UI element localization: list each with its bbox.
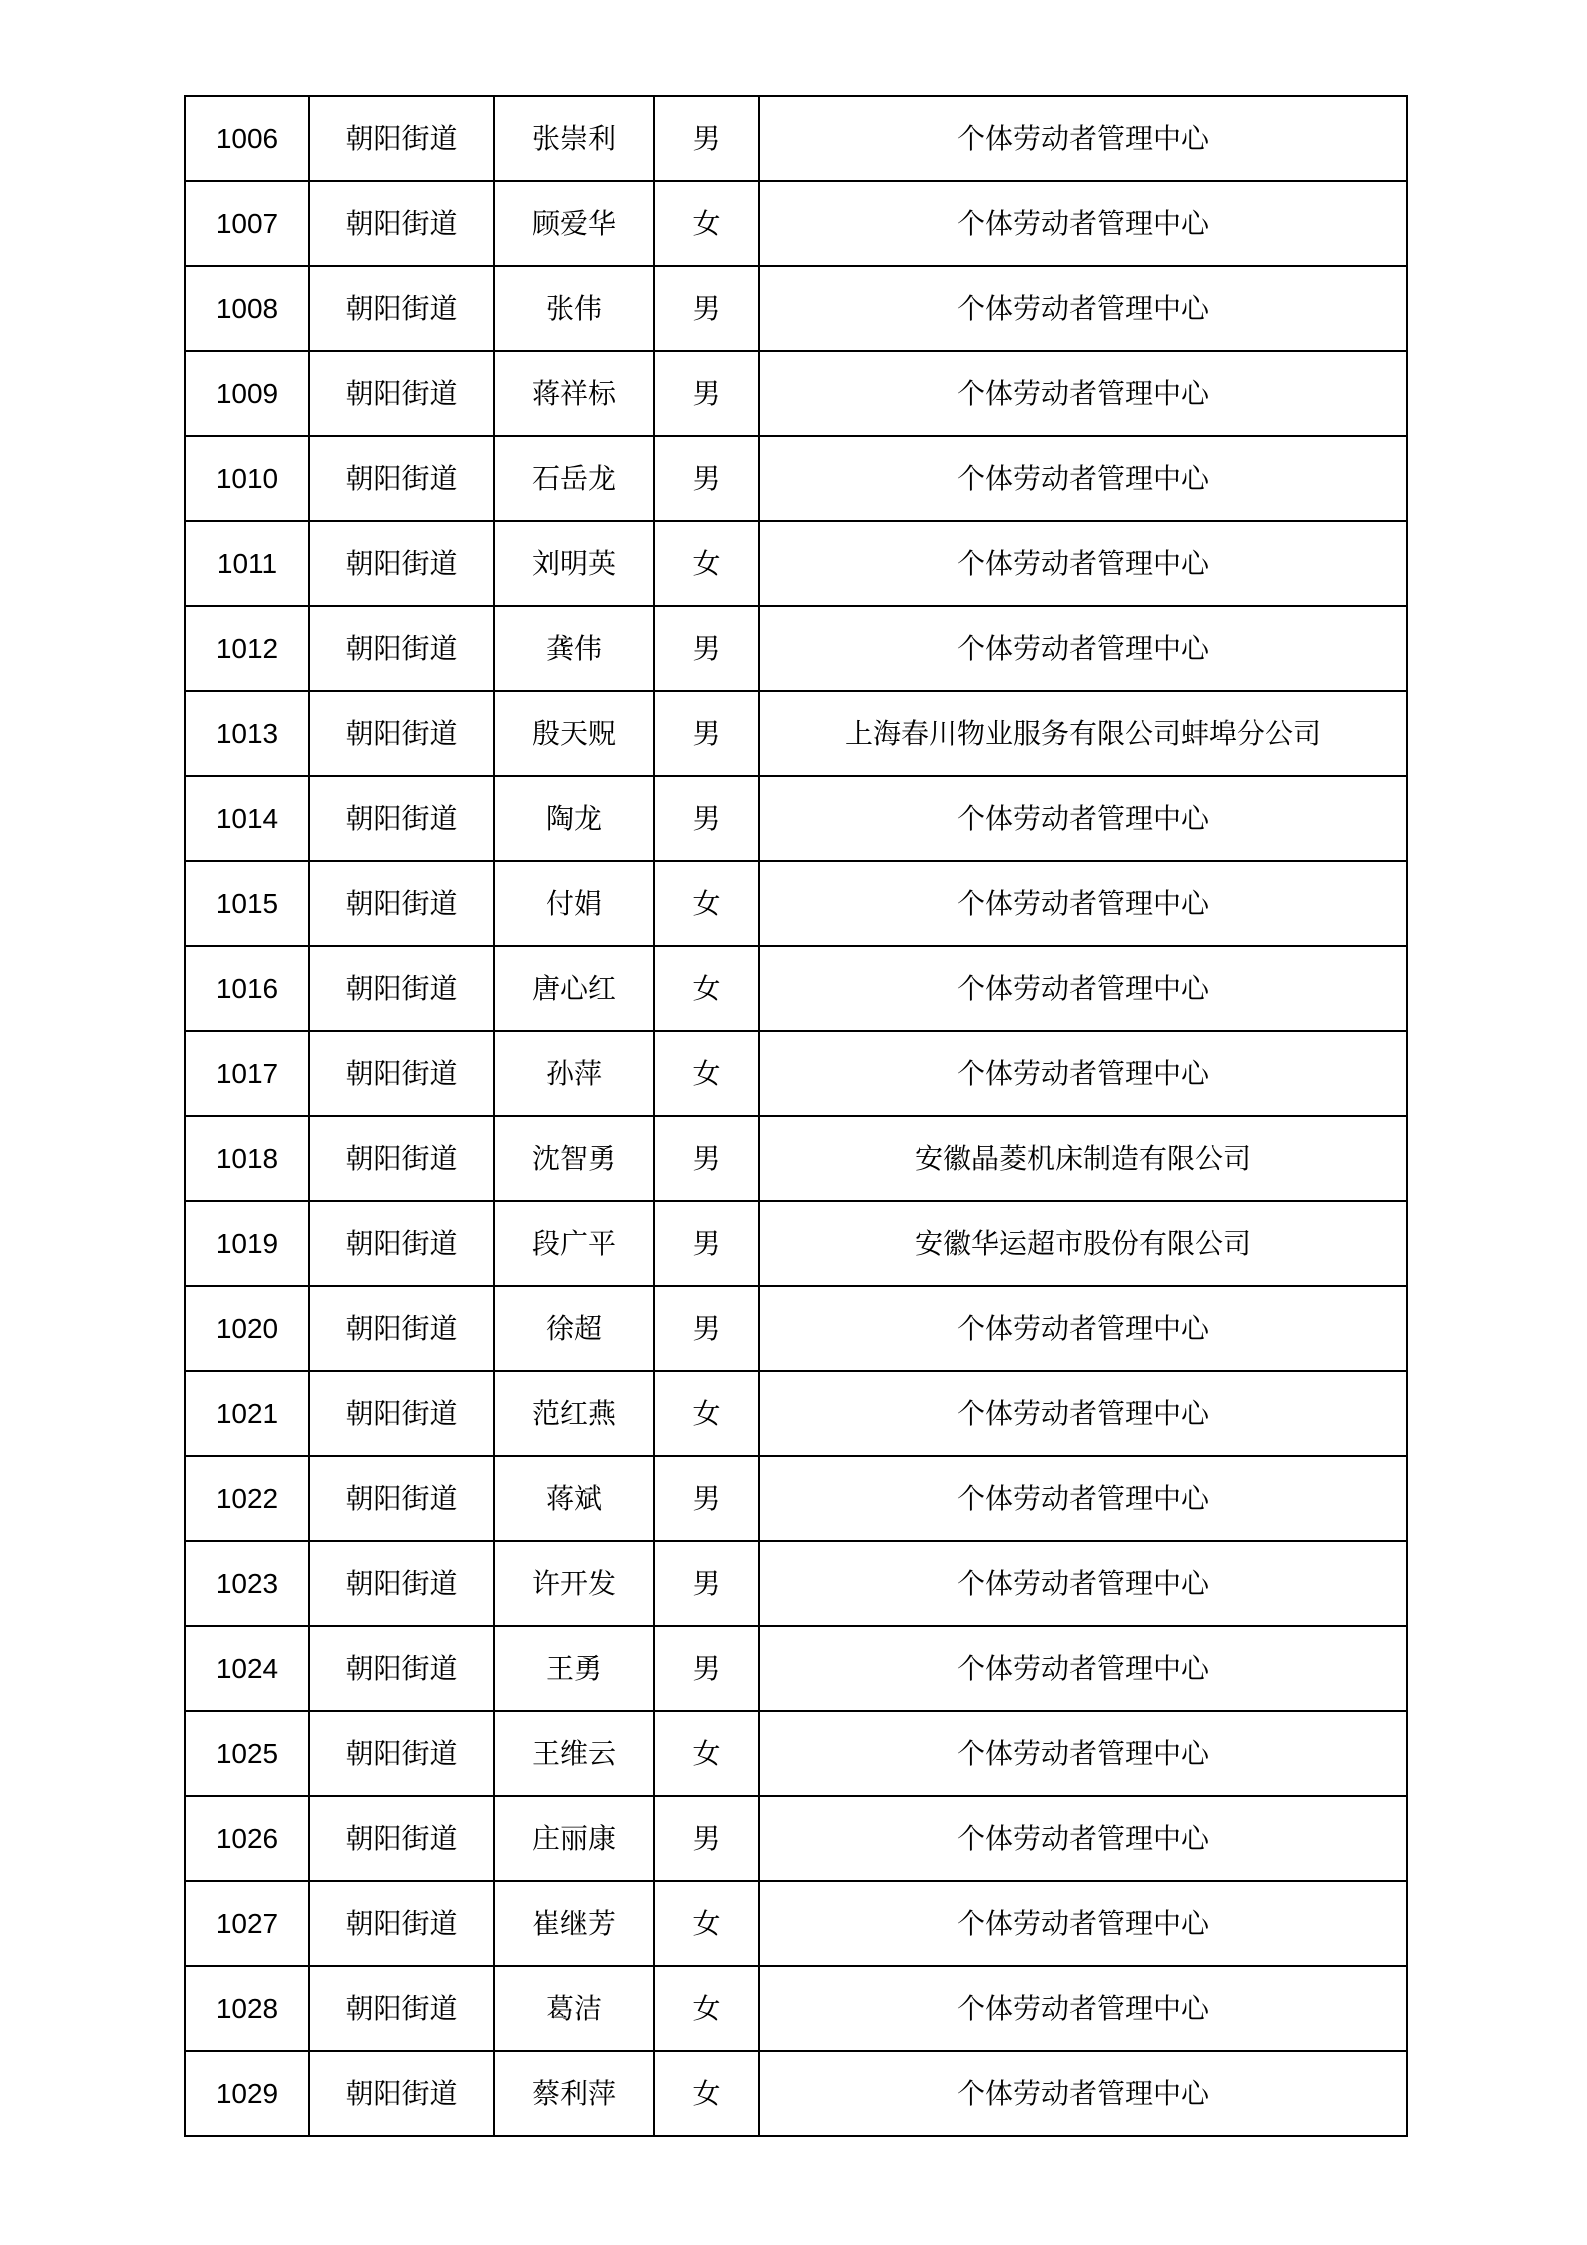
- cell-street: 朝阳街道: [309, 1541, 494, 1626]
- cell-name: 蒋斌: [494, 1456, 654, 1541]
- cell-id: 1014: [185, 776, 309, 861]
- cell-company: 个体劳动者管理中心: [759, 96, 1407, 181]
- cell-gender: 男: [654, 1541, 759, 1626]
- table-row: [185, 96, 1407, 181]
- cell-street: 朝阳街道: [309, 861, 494, 946]
- cell-id: 1024: [185, 1626, 309, 1711]
- cell-name: 王维云: [494, 1711, 654, 1796]
- cell-gender: 女: [654, 1371, 759, 1456]
- cell-gender: 女: [654, 1711, 759, 1796]
- cell-id: 1025: [185, 1711, 309, 1796]
- cell-company: 个体劳动者管理中心: [759, 1456, 1407, 1541]
- cell-gender: 男: [654, 691, 759, 776]
- cell-name: 葛洁: [494, 1966, 654, 2051]
- cell-street: 朝阳街道: [309, 1456, 494, 1541]
- cell-street: 朝阳街道: [309, 1626, 494, 1711]
- cell-street: 朝阳街道: [309, 1286, 494, 1371]
- table-row: [185, 1031, 1407, 1116]
- table-row: [185, 2051, 1407, 2136]
- table-row: [185, 946, 1407, 1031]
- cell-company: 安徽华运超市股份有限公司: [759, 1201, 1407, 1286]
- cell-name: 王勇: [494, 1626, 654, 1711]
- cell-name: 顾爱华: [494, 181, 654, 266]
- table-row: [185, 861, 1407, 946]
- table-row: [185, 1371, 1407, 1456]
- cell-id: 1021: [185, 1371, 309, 1456]
- cell-street: 朝阳街道: [309, 1711, 494, 1796]
- cell-company: 个体劳动者管理中心: [759, 1881, 1407, 1966]
- cell-id: 1028: [185, 1966, 309, 2051]
- cell-street: 朝阳街道: [309, 1031, 494, 1116]
- cell-company: 个体劳动者管理中心: [759, 436, 1407, 521]
- cell-company: 个体劳动者管理中心: [759, 1626, 1407, 1711]
- cell-street: 朝阳街道: [309, 1966, 494, 2051]
- cell-company: 个体劳动者管理中心: [759, 606, 1407, 691]
- table-row: [185, 1796, 1407, 1881]
- cell-company: 个体劳动者管理中心: [759, 861, 1407, 946]
- cell-name: 蔡利萍: [494, 2051, 654, 2136]
- table-row: [185, 1966, 1407, 2051]
- cell-street: 朝阳街道: [309, 181, 494, 266]
- table-row: [185, 351, 1407, 436]
- cell-gender: 女: [654, 861, 759, 946]
- cell-id: 1027: [185, 1881, 309, 1966]
- cell-gender: 男: [654, 776, 759, 861]
- cell-id: 1006: [185, 96, 309, 181]
- cell-company: 个体劳动者管理中心: [759, 1541, 1407, 1626]
- cell-gender: 男: [654, 1456, 759, 1541]
- cell-id: 1017: [185, 1031, 309, 1116]
- cell-name: 石岳龙: [494, 436, 654, 521]
- table-row: [185, 1116, 1407, 1201]
- cell-id: 1008: [185, 266, 309, 351]
- cell-gender: 男: [654, 1626, 759, 1711]
- cell-street: 朝阳街道: [309, 1116, 494, 1201]
- cell-company: 个体劳动者管理中心: [759, 521, 1407, 606]
- cell-street: 朝阳街道: [309, 776, 494, 861]
- cell-street: 朝阳街道: [309, 606, 494, 691]
- table-row: [185, 1286, 1407, 1371]
- cell-name: 沈智勇: [494, 1116, 654, 1201]
- table-row: [185, 521, 1407, 606]
- cell-company: 个体劳动者管理中心: [759, 1286, 1407, 1371]
- cell-name: 张伟: [494, 266, 654, 351]
- cell-street: 朝阳街道: [309, 1371, 494, 1456]
- cell-gender: 男: [654, 1201, 759, 1286]
- cell-company: 个体劳动者管理中心: [759, 1031, 1407, 1116]
- cell-company: 个体劳动者管理中心: [759, 181, 1407, 266]
- cell-name: 唐心红: [494, 946, 654, 1031]
- table-row: [185, 1626, 1407, 1711]
- cell-street: 朝阳街道: [309, 96, 494, 181]
- table-row: [185, 181, 1407, 266]
- table-row: [185, 266, 1407, 351]
- table-row: [185, 776, 1407, 861]
- cell-gender: 男: [654, 266, 759, 351]
- table-row: [185, 1881, 1407, 1966]
- cell-gender: 女: [654, 521, 759, 606]
- cell-company: 个体劳动者管理中心: [759, 946, 1407, 1031]
- cell-name: 刘明英: [494, 521, 654, 606]
- cell-company: 个体劳动者管理中心: [759, 2051, 1407, 2136]
- cell-id: 1020: [185, 1286, 309, 1371]
- table-row: [185, 1456, 1407, 1541]
- cell-gender: 女: [654, 1966, 759, 2051]
- cell-street: 朝阳街道: [309, 2051, 494, 2136]
- table-row: [185, 606, 1407, 691]
- cell-gender: 女: [654, 946, 759, 1031]
- cell-street: 朝阳街道: [309, 266, 494, 351]
- cell-gender: 女: [654, 1031, 759, 1116]
- cell-id: 1029: [185, 2051, 309, 2136]
- cell-name: 龚伟: [494, 606, 654, 691]
- cell-company: 个体劳动者管理中心: [759, 1711, 1407, 1796]
- cell-name: 陶龙: [494, 776, 654, 861]
- cell-id: 1022: [185, 1456, 309, 1541]
- cell-street: 朝阳街道: [309, 946, 494, 1031]
- cell-id: 1026: [185, 1796, 309, 1881]
- cell-name: 段广平: [494, 1201, 654, 1286]
- cell-gender: 男: [654, 96, 759, 181]
- cell-street: 朝阳街道: [309, 1796, 494, 1881]
- cell-id: 1013: [185, 691, 309, 776]
- cell-street: 朝阳街道: [309, 1201, 494, 1286]
- cell-name: 蒋祥标: [494, 351, 654, 436]
- cell-id: 1019: [185, 1201, 309, 1286]
- cell-company: 个体劳动者管理中心: [759, 1966, 1407, 2051]
- cell-street: 朝阳街道: [309, 521, 494, 606]
- cell-name: 徐超: [494, 1286, 654, 1371]
- cell-gender: 女: [654, 2051, 759, 2136]
- cell-id: 1016: [185, 946, 309, 1031]
- cell-gender: 男: [654, 1796, 759, 1881]
- roster-table-body: [185, 96, 1407, 2136]
- personnel-roster-table: [184, 95, 1408, 2137]
- cell-company: 上海春川物业服务有限公司蚌埠分公司: [759, 691, 1407, 776]
- cell-street: 朝阳街道: [309, 1881, 494, 1966]
- cell-gender: 男: [654, 1286, 759, 1371]
- table-row: [185, 1201, 1407, 1286]
- cell-name: 张崇利: [494, 96, 654, 181]
- cell-company: 个体劳动者管理中心: [759, 351, 1407, 436]
- cell-name: 孙萍: [494, 1031, 654, 1116]
- cell-company: 个体劳动者管理中心: [759, 776, 1407, 861]
- cell-name: 崔继芳: [494, 1881, 654, 1966]
- cell-id: 1009: [185, 351, 309, 436]
- cell-company: 安徽晶菱机床制造有限公司: [759, 1116, 1407, 1201]
- cell-id: 1007: [185, 181, 309, 266]
- cell-id: 1012: [185, 606, 309, 691]
- cell-street: 朝阳街道: [309, 436, 494, 521]
- cell-name: 许开发: [494, 1541, 654, 1626]
- cell-gender: 男: [654, 351, 759, 436]
- cell-gender: 男: [654, 1116, 759, 1201]
- cell-company: 个体劳动者管理中心: [759, 1371, 1407, 1456]
- cell-name: 殷天贶: [494, 691, 654, 776]
- cell-street: 朝阳街道: [309, 351, 494, 436]
- cell-company: 个体劳动者管理中心: [759, 266, 1407, 351]
- table-row: [185, 691, 1407, 776]
- table-row: [185, 1711, 1407, 1796]
- cell-gender: 女: [654, 181, 759, 266]
- cell-street: 朝阳街道: [309, 691, 494, 776]
- cell-id: 1015: [185, 861, 309, 946]
- cell-id: 1010: [185, 436, 309, 521]
- cell-name: 庄丽康: [494, 1796, 654, 1881]
- cell-id: 1011: [185, 521, 309, 606]
- cell-id: 1023: [185, 1541, 309, 1626]
- table-row: [185, 1541, 1407, 1626]
- cell-name: 付娟: [494, 861, 654, 946]
- cell-gender: 男: [654, 436, 759, 521]
- cell-company: 个体劳动者管理中心: [759, 1796, 1407, 1881]
- cell-name: 范红燕: [494, 1371, 654, 1456]
- table-row: [185, 436, 1407, 521]
- cell-gender: 男: [654, 606, 759, 691]
- cell-gender: 女: [654, 1881, 759, 1966]
- cell-id: 1018: [185, 1116, 309, 1201]
